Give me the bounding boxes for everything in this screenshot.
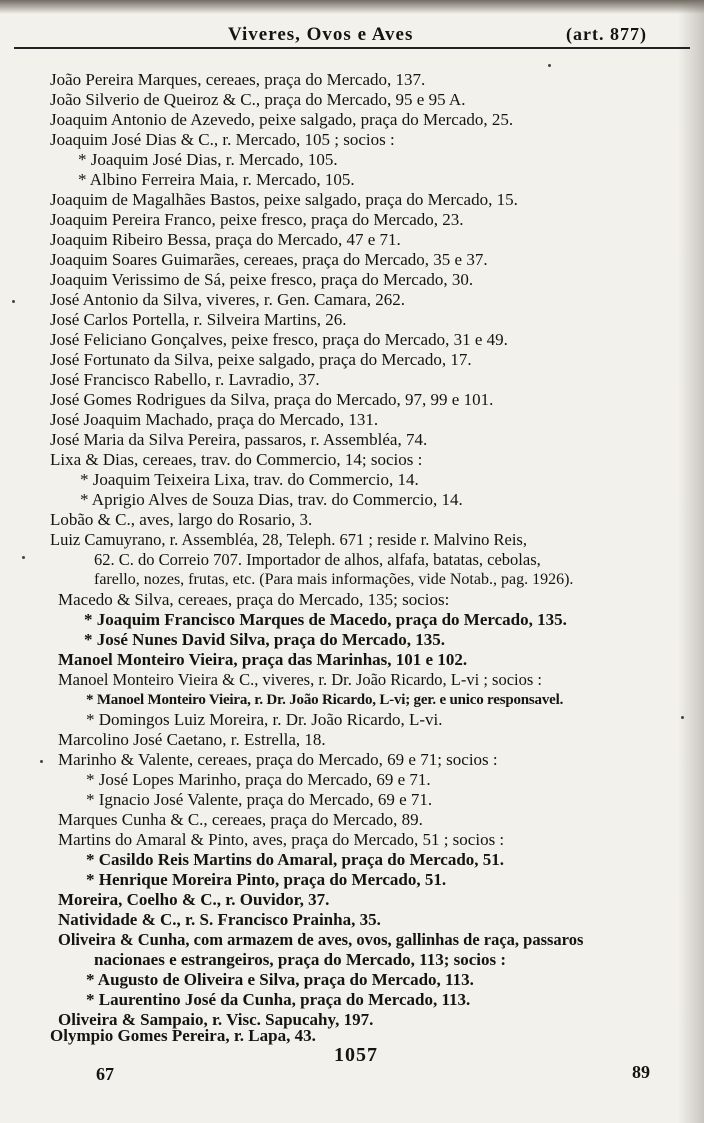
ink-speck — [40, 760, 43, 763]
entry-line: Moreira, Coelho & C., r. Ouvidor, 37. — [58, 890, 330, 909]
entry-line: Lobão & C., aves, largo do Rosario, 3. — [50, 510, 313, 529]
entry-line: José Joaquim Machado, praça do Mercado, 131. — [50, 410, 379, 429]
entry-continuation: farello, nozes, frutas, etc. (Para mais informações, vide Notab., pag. 1926). — [94, 571, 574, 588]
partner-line: * Albino Ferreira Maia, r. Mercado, 105. — [78, 170, 355, 189]
entry-line: José Carlos Portella, r. Silveira Martins, 26. — [50, 310, 347, 329]
page-footer — [0, 1040, 704, 1100]
entry-continuation: 62. C. do Correio 707. Importador de alhos, alfafa, batatas, cebolas, — [94, 550, 541, 569]
entry-line: Lixa & Dias, cereaes, trav. do Commercio, 14; socios : — [50, 450, 423, 469]
entry-line: Martins do Amaral & Pinto, aves, praça do Mercado, 51 ; socios : — [58, 830, 505, 849]
ink-speck — [548, 64, 551, 67]
header-rule — [14, 47, 690, 49]
entry-line: Marinho & Valente, cereaes, praça do Mercado, 69 e 71; socios : — [58, 750, 498, 769]
partner-line: * Joaquim Teixeira Lixa, trav. do Commercio, 14. — [80, 470, 419, 489]
entry-line: Marques Cunha & C., cereaes, praça do Mercado, 89. — [58, 810, 423, 829]
folio-number: 1057 — [334, 1044, 378, 1066]
entry-line: Joaquim Antonio de Azevedo, peixe salgado, praça do Mercado, 25. — [50, 110, 514, 129]
entry-line: Joaquim José Dias & C., r. Mercado, 105 ; socios : — [50, 130, 395, 149]
ink-speck — [12, 300, 15, 303]
entry-line: José Antonio da Silva, viveres, r. Gen. Camara, 262. — [50, 290, 406, 309]
partner-line: * Casildo Reis Martins do Amaral, praça do Mercado, 51. — [86, 850, 505, 869]
partner-line: * Joaquim Francisco Marques de Macedo, praça do Mercado, 135. — [84, 610, 567, 629]
directory-entries — [0, 70, 690, 1030]
entry-line: Joaquim Pereira Franco, peixe fresco, praça do Mercado, 23. — [50, 210, 464, 229]
entry-line: Luiz Camuyrano, r. Assembléa, 28, Teleph. 671 ; reside r. Malvino Reis, — [50, 530, 527, 549]
entry-line: Joaquim de Magalhães Bastos, peixe salgado, praça do Mercado, 15. — [50, 190, 518, 209]
partner-line: * José Nunes David Silva, praça do Mercado, 135. — [84, 630, 445, 649]
entry-line: Joaquim Ribeiro Bessa, praça do Mercado, 47 e 71. — [50, 230, 401, 249]
entry-line: Manoel Monteiro Vieira, praça das Marinhas, 101 e 102. — [58, 650, 468, 669]
entry-line: Marcolino José Caetano, r. Estrella, 18. — [58, 730, 326, 749]
entry-line: Joaquim Soares Guimarães, cereaes, praça do Mercado, 35 e 37. — [50, 250, 488, 269]
entry-line: Manoel Monteiro Vieira & C., viveres, r. Dr. João Ricardo, L-vi ; socios : — [58, 670, 542, 689]
entry-line: Macedo & Silva, cereaes, praça do Mercado, 135; socios: — [58, 590, 450, 609]
partner-line: * Laurentino José da Cunha, praça do Mercado, 113. — [86, 990, 471, 1009]
running-head — [0, 20, 704, 46]
section-title: Viveres, Ovos e Aves — [228, 24, 414, 45]
ink-speck — [22, 556, 25, 559]
entry-line: Oliveira & Cunha, com armazem de aves, ovos, gallinhas de raça, passaros — [58, 930, 584, 949]
entry-line: Oliveira & Sampaio, r. Visc. Sapucahy, 197. — [58, 1010, 374, 1029]
entry-line: José Francisco Rabello, r. Lavradio, 37. — [50, 370, 320, 389]
page-number-right: 89 — [632, 1062, 650, 1082]
entry-line: José Maria da Silva Pereira, passaros, r. Assembléa, 74. — [50, 430, 428, 449]
entry-line: José Fortunato da Silva, peixe salgado, praça do Mercado, 17. — [50, 350, 472, 369]
partner-line: * Aprigio Alves de Souza Dias, trav. do Commercio, 14. — [80, 490, 463, 509]
partner-line: * Manoel Monteiro Vieira, r. Dr. João Ricardo, L-vi; ger. e unico responsavel. — [86, 692, 564, 708]
entry-line: José Feliciano Gonçalves, peixe fresco, praça do Mercado, 31 e 49. — [50, 330, 508, 349]
entry-line: Olympio Gomes Pereira, r. Lapa, 43. — [50, 1026, 316, 1045]
partner-line: * Domingos Luiz Moreira, r. Dr. João Ricardo, L-vi. — [86, 710, 443, 729]
ink-speck — [681, 716, 684, 719]
partner-line: * José Lopes Marinho, praça do Mercado, 69 e 71. — [86, 770, 431, 789]
entry-line: Joaquim Verissimo de Sá, peixe fresco, praça do Mercado, 30. — [50, 270, 474, 289]
partner-line: * Joaquim José Dias, r. Mercado, 105. — [78, 150, 338, 169]
entry-line: João Pereira Marques, cereaes, praça do Mercado, 137. — [50, 70, 426, 89]
article-number: (art. 877) — [566, 24, 647, 44]
entry-line: João Silverio de Queiroz & C., praça do Mercado, 95 e 95 A. — [50, 90, 466, 109]
page-number-left: 67 — [96, 1064, 114, 1084]
entry-line: José Gomes Rodrigues da Silva, praça do Mercado, 97, 99 e 101. — [50, 390, 494, 409]
partner-line: * Augusto de Oliveira e Silva, praça do Mercado, 113. — [86, 970, 474, 989]
entry-line: Natividade & C., r. S. Francisco Prainha, 35. — [58, 910, 381, 929]
partner-line: * Henrique Moreira Pinto, praça do Mercado, 51. — [86, 870, 447, 889]
scan-edge-top — [0, 0, 704, 14]
entry-continuation: nacionaes e estrangeiros, praça do Mercado, 113; socios : — [94, 950, 507, 969]
partner-line: * Ignacio José Valente, praça do Mercado, 69 e 71. — [86, 790, 433, 809]
